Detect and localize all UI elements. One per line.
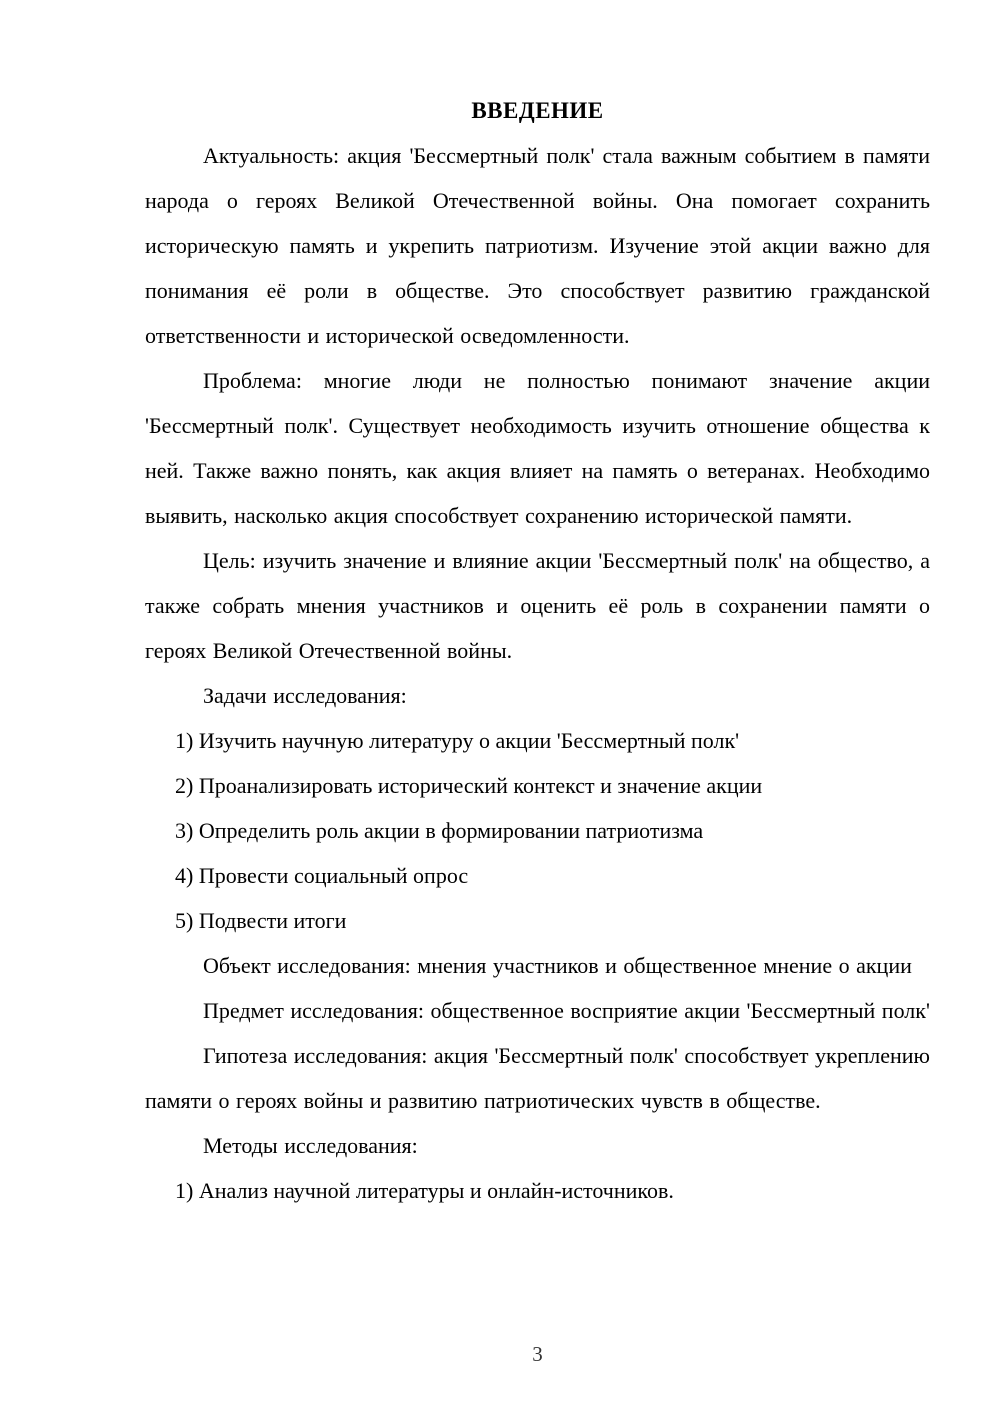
- heading-tasks: Задачи исследования:: [203, 683, 407, 708]
- task-item-3: 3) Определить роль акции в формировании патриотизма: [175, 818, 704, 843]
- paragraph-object: Объект исследования: мнения участников и общественное мнение о акции: [203, 953, 912, 978]
- paragraph-subject: Предмет исследования: общественное восприятие акции 'Бессмертный полк': [203, 998, 930, 1023]
- paragraph-goal: Цель: изучить значение и влияние акции 'Бессмертный полк' на общество, а также собрать мнения участников и оценить её роль в сохранении памяти о героях Великой Отечественной войны.: [145, 548, 930, 663]
- task-item-4: 4) Провести социальный опрос: [175, 863, 469, 888]
- paragraph-actuality: Актуальность: акция 'Бессмертный полк' стала важным событием в памяти народа о героях Великой Отечественной войны. Она помогает сохранить историческую память и укрепить патриотизм. Изучение этой акции важно для понимания её роли в обществе. Это способствует развитию гражданской ответственности и исторической осведомленности.: [145, 143, 930, 348]
- method-item-1: 1) Анализ научной литературы и онлайн-источников.: [175, 1178, 674, 1203]
- paragraph-problem: Проблема: многие люди не полностью понимают значение акции 'Бессмертный полк'. Существует необходимость изучить отношение общества к ней. Также важно понять, как акция влияет на память о ветеранах. Необходимо выявить, насколько акция способствует сохранению исторической памяти.: [145, 368, 930, 528]
- page-number: 3: [532, 1342, 543, 1366]
- heading-methods: Методы исследования:: [203, 1133, 418, 1158]
- page-title: ВВЕДЕНИЕ: [471, 98, 604, 123]
- task-item-2: 2) Проанализировать исторический контекст и значение акции: [175, 773, 763, 798]
- paragraph-hypothesis: Гипотеза исследования: акция 'Бессмертный полк' способствует укреплению памяти о героях войны и развитию патриотических чувств в обществе.: [145, 1043, 930, 1113]
- task-item-1: 1) Изучить научную литературу о акции 'Бессмертный полк': [175, 728, 740, 753]
- task-item-5: 5) Подвести итоги: [175, 908, 347, 933]
